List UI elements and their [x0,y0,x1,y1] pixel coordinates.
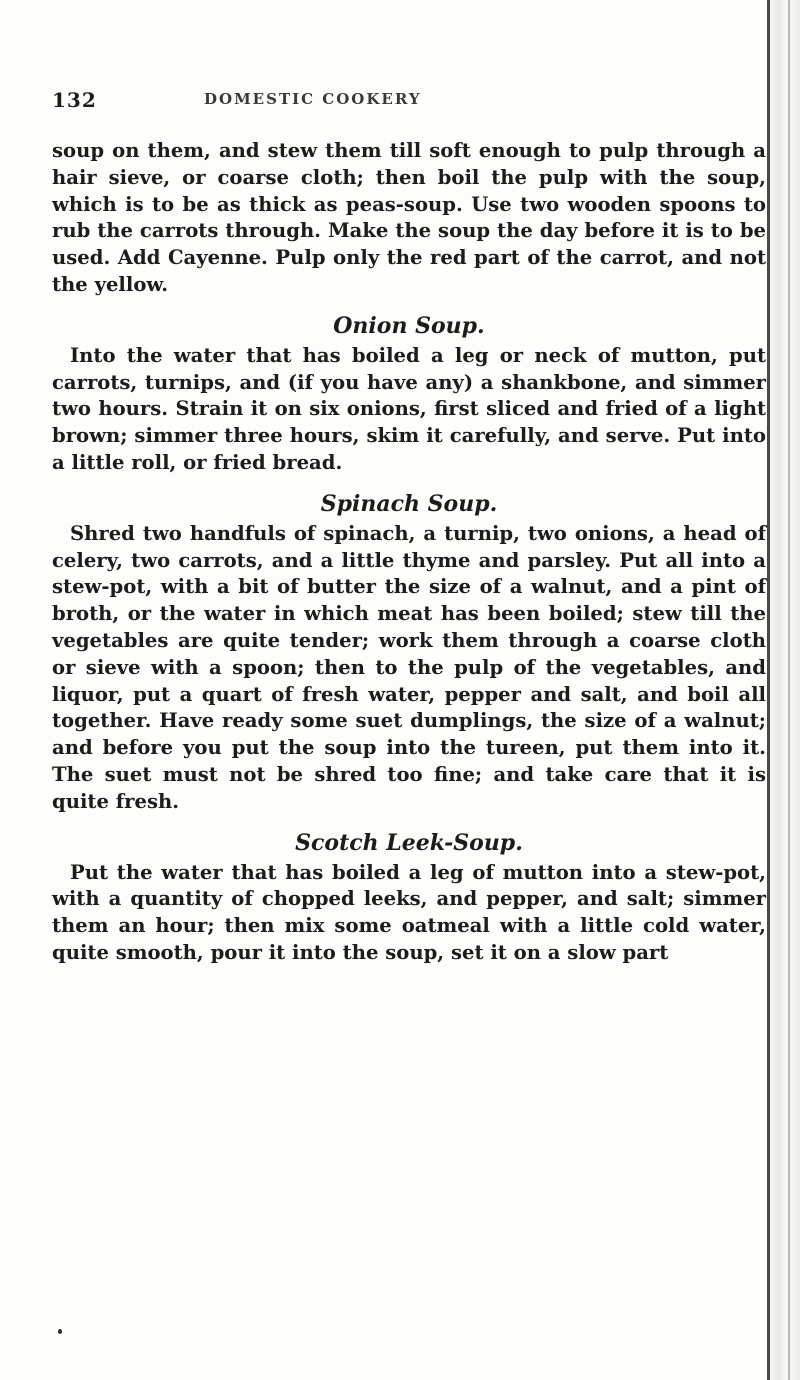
page-number: 132 [52,88,97,112]
page-header [52,88,752,118]
recipe-heading-spinach-soup: Spinach Soup. [320,490,498,517]
page-edge-line [767,0,770,1380]
page-body [52,138,766,967]
recipe-continuation-text: soup on them, and stew them till soft enough to pulp through a hair sieve, or coarse cloth; then boil the pulp with the soup, which is to be as thick as peas-soup. Use two wooden spoons to rub the carrots through. Make the soup the day before it is to be used. Add Cayenne. Pulp only the red part of the carrot, and not the yellow. [52,139,766,296]
recipe-heading-scotch-leek-soup: Scotch Leek-Soup. [295,829,523,856]
ink-speck [58,1329,62,1334]
page-edge-line-outer [788,0,790,1380]
page-edge-shadow [770,0,800,1380]
recipe-text-onion-soup: Into the water that has boiled a leg or neck of mutton, put carrots, turnips, and (if you have any) a shankbone, and simmer two hours. Strain it on six onions, first sliced and fried of a light brown; simmer three hours, skim it carefully, and serve. Put into a little roll, or fried bread. [52,343,766,474]
running-head: DOMESTIC COOKERY [204,90,422,108]
recipe-text-scotch-leek-soup: Put the water that has boiled a leg of mutton into a stew-pot, with a quantity of chopped leeks, and pepper, and salt; simmer them an hour; then mix some oatmeal with a little cold water, quite smooth, pour it into the soup, set it on a slow part [52,860,766,964]
recipe-text-spinach-soup: Shred two handfuls of spinach, a turnip, two onions, a head of celery, two carrots, and a little thyme and parsley. Put all into a stew-pot, with a bit of butter the size of a walnut, and a pint of broth, or the water in which meat has been boiled; stew till the vegetables are quite tender; work them through a coarse cloth or sieve with a spoon; then to the pulp of the vegetables, and liquor, put a quart of fresh water, pepper and salt, and boil all together. Have ready some suet dumplings, the size of a walnut; and before you put the soup into the tureen, put them into it. The suet must not be shred too fine; and take care that it is quite fresh. [52,521,766,813]
recipe-heading-onion-soup: Onion Soup. [333,312,485,339]
